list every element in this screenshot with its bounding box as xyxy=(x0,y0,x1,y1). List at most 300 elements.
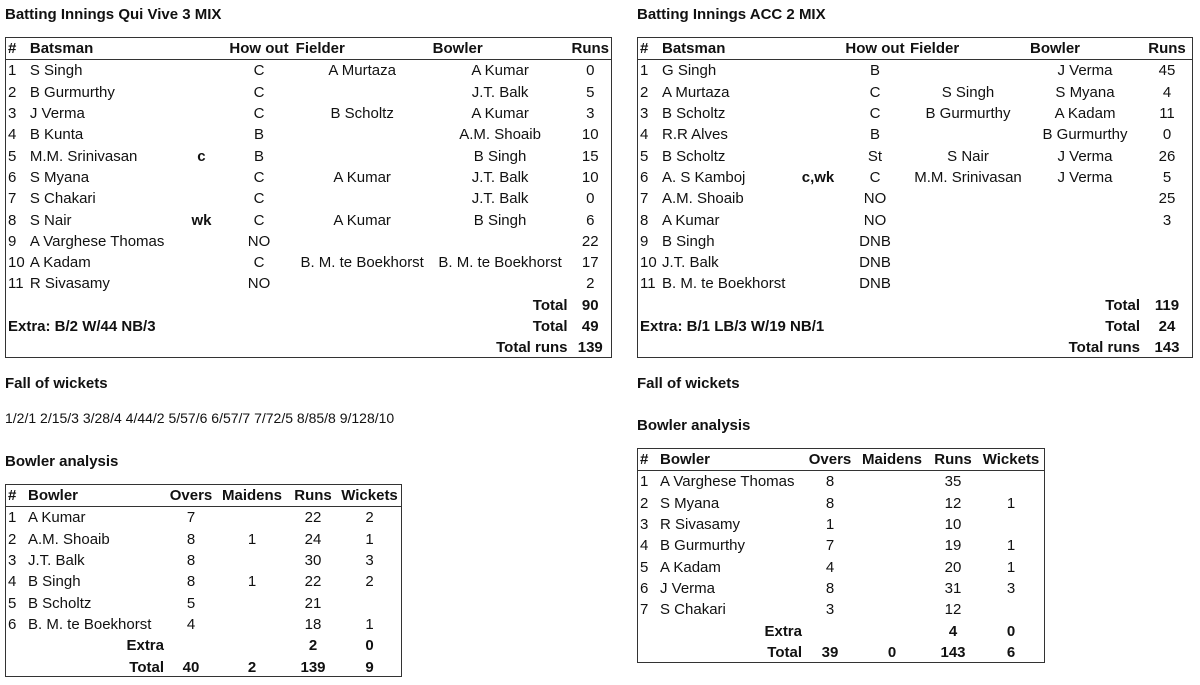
batsman-role xyxy=(179,60,225,82)
extras-label: Extra: B/1 LB/3 W/19 NB/1 xyxy=(640,318,825,335)
bowler-name: J.T. Balk xyxy=(28,552,85,570)
batting-row xyxy=(638,124,1192,145)
runs: 5 xyxy=(1162,168,1172,186)
total-runs-value: 139 xyxy=(577,339,603,357)
wickets: 1 xyxy=(365,615,374,633)
overs: 4 xyxy=(186,615,196,633)
extras-label: Extra: B/2 W/44 NB/3 xyxy=(8,318,156,335)
batsman-number: 6 xyxy=(640,168,649,186)
batsman-name: A.M. Shoaib xyxy=(662,190,744,208)
right-bowling-rows xyxy=(638,471,1044,621)
wickets: 2 xyxy=(365,509,374,527)
batsman-name: R Sivasamy xyxy=(29,275,110,293)
batsman-role xyxy=(179,231,225,252)
batting-row xyxy=(638,188,1192,209)
bowling-extra-label: Extra xyxy=(764,622,802,640)
batting-total-value: 119 xyxy=(1154,296,1180,314)
batsman-role xyxy=(179,188,225,209)
batting-row xyxy=(6,167,611,188)
batting-header-row xyxy=(6,38,611,60)
col-header-runs: Runs xyxy=(1142,38,1192,60)
batting-row xyxy=(638,273,1192,294)
col-header-how-out: How out xyxy=(224,38,293,60)
bowl-col-bowler: Bowler xyxy=(26,485,166,507)
wickets xyxy=(978,471,1044,493)
how-out: C xyxy=(253,83,265,101)
batsman-role xyxy=(794,273,842,294)
total-runs-label: Total runs xyxy=(496,339,568,357)
fielder xyxy=(908,252,1028,273)
bowler-name: A Varghese Thomas xyxy=(660,473,795,491)
fielder: S Nair xyxy=(947,147,989,165)
runs: 2 xyxy=(586,275,595,293)
runs xyxy=(1142,273,1192,294)
fielder xyxy=(908,231,1028,252)
batsman-role: c xyxy=(197,147,206,165)
batsman-number: 6 xyxy=(8,168,17,186)
right-bowling-table xyxy=(638,449,1044,663)
col-header-how-out: How out xyxy=(842,38,908,60)
bowling-total-maidens: 0 xyxy=(887,643,897,661)
batsman-number: 7 xyxy=(8,190,17,208)
batsman-role xyxy=(179,103,225,124)
fielder xyxy=(294,124,431,145)
bowler-number: 2 xyxy=(640,494,649,512)
batsman-role xyxy=(179,124,225,145)
bowling-header-row xyxy=(638,449,1044,471)
bowl-col-runs: Runs xyxy=(288,485,338,507)
fielder: A Kumar xyxy=(333,168,391,186)
bowl-col-overs: Overs xyxy=(804,449,856,471)
bowler xyxy=(431,231,570,252)
how-out: B xyxy=(869,126,880,144)
bowler xyxy=(1028,209,1142,230)
bowling-row xyxy=(638,535,1044,556)
batsman-name: B Scholtz xyxy=(662,105,726,123)
left-bowling-title: Bowler analysis xyxy=(5,453,119,470)
bowling-row xyxy=(638,514,1044,535)
left-batting-title: Batting Innings Qui Vive 3 MIX xyxy=(5,6,222,23)
batsman-name: S Singh xyxy=(29,62,83,80)
bowler-runs: 22 xyxy=(304,509,322,527)
bowler-name: A Kadam xyxy=(660,558,721,576)
fielder xyxy=(908,188,1028,209)
total-runs-row xyxy=(638,337,1192,358)
maidens xyxy=(856,599,928,620)
batsman-name: S Nair xyxy=(29,211,72,229)
bowl-col-overs: Overs xyxy=(166,485,216,507)
left-bowling-table xyxy=(6,485,401,678)
how-out: C xyxy=(869,168,881,186)
runs: 25 xyxy=(1158,190,1176,208)
bowling-extra-row xyxy=(638,620,1044,641)
bowler: A Kumar xyxy=(471,105,529,123)
batsman-role xyxy=(794,60,842,82)
bowler: A.M. Shoaib xyxy=(459,126,541,144)
left-fall-of-wickets: 1/2/1 2/15/3 3/28/4 4/44/2 5/57/6 6/57/7 7/72/5 8/85/8 9/128/10 xyxy=(5,410,395,426)
runs: 5 xyxy=(586,83,595,101)
batsman-name: J Verma xyxy=(29,105,85,123)
bowler xyxy=(431,273,570,294)
maidens xyxy=(856,556,928,577)
bowling-row xyxy=(6,507,401,529)
runs: 10 xyxy=(581,168,599,186)
wickets: 1 xyxy=(1006,558,1016,576)
how-out: C xyxy=(253,168,265,186)
how-out: NO xyxy=(863,211,887,229)
total-runs-value: 143 xyxy=(1154,339,1180,357)
wickets xyxy=(978,514,1044,535)
fielder: B Gurmurthy xyxy=(925,105,1011,123)
batting-row xyxy=(6,252,611,273)
overs: 8 xyxy=(186,573,196,591)
batsman-role xyxy=(179,167,225,188)
runs: 15 xyxy=(581,147,599,165)
how-out: St xyxy=(867,147,883,165)
left-bowling-analysis xyxy=(5,484,402,677)
col-header-runs: Runs xyxy=(570,38,612,60)
how-out: DNB xyxy=(859,254,891,272)
wickets: 1 xyxy=(1006,494,1016,512)
bowling-extra-wickets: 0 xyxy=(1006,622,1016,640)
wickets xyxy=(978,599,1044,620)
batsman-role xyxy=(179,252,225,273)
batting-row xyxy=(6,273,611,294)
batting-row xyxy=(6,231,611,252)
wickets: 1 xyxy=(1006,537,1016,555)
batsman-role xyxy=(179,82,225,103)
right-fow-title: Fall of wickets xyxy=(637,375,740,392)
maidens xyxy=(856,471,928,493)
batsman-name: S Myana xyxy=(29,168,90,186)
batsman-name: A. S Kamboj xyxy=(662,168,746,186)
how-out: C xyxy=(253,190,265,208)
wickets: 3 xyxy=(365,552,374,570)
bowler-runs: 24 xyxy=(304,530,322,548)
runs: 45 xyxy=(1158,62,1176,80)
how-out: NO xyxy=(247,275,271,293)
overs: 7 xyxy=(186,509,196,527)
bowler-name: S Myana xyxy=(660,494,720,512)
bowler: B Singh xyxy=(473,211,527,229)
fielder xyxy=(294,188,431,209)
batsman-number: 10 xyxy=(640,254,657,272)
bowling-extra-row xyxy=(6,635,401,656)
left-batting-table xyxy=(6,38,611,358)
extras-row xyxy=(6,316,611,337)
bowler xyxy=(1028,188,1142,209)
batsman-number: 10 xyxy=(8,254,25,272)
batting-total-label: Total xyxy=(1105,296,1140,314)
runs: 3 xyxy=(586,105,595,123)
overs: 5 xyxy=(186,594,196,612)
fielder xyxy=(294,145,431,166)
bowler xyxy=(1028,252,1142,273)
batting-row xyxy=(638,82,1192,103)
batsman-number: 8 xyxy=(640,211,649,229)
maidens xyxy=(856,493,928,514)
bowler: B. M. te Boekhorst xyxy=(438,254,562,272)
wickets xyxy=(338,592,401,613)
batsman-number: 7 xyxy=(640,190,649,208)
fielder xyxy=(908,273,1028,294)
bowling-extra-runs: 4 xyxy=(948,622,958,640)
runs: 0 xyxy=(586,190,595,208)
how-out: NO xyxy=(247,232,271,250)
bowling-total-label: Total xyxy=(767,643,802,661)
bowler-number: 4 xyxy=(640,537,649,555)
bowler-runs: 12 xyxy=(944,601,962,619)
maidens xyxy=(856,578,928,599)
bowler-name: B Scholtz xyxy=(28,594,92,612)
batsman-name: A Kumar xyxy=(662,211,720,229)
fielder: B. M. te Boekhorst xyxy=(300,254,424,272)
runs: 22 xyxy=(581,232,599,250)
extras-total-label: Total xyxy=(532,318,568,335)
batsman-role xyxy=(794,103,842,124)
bowler-runs: 21 xyxy=(304,594,322,612)
fielder: A Murtaza xyxy=(328,62,396,80)
batsman-number: 5 xyxy=(8,147,17,165)
how-out: DNB xyxy=(859,275,891,293)
bowler-runs: 10 xyxy=(944,516,962,534)
runs: 6 xyxy=(586,211,595,229)
bowling-row xyxy=(638,493,1044,514)
bowling-extra-wickets: 0 xyxy=(365,637,374,655)
how-out: NO xyxy=(863,190,887,208)
batsman-name: A Murtaza xyxy=(662,83,730,101)
how-out: C xyxy=(253,254,265,272)
batsman-name: B Gurmurthy xyxy=(29,83,115,101)
bowler xyxy=(1028,231,1142,252)
batsman-name: B Scholtz xyxy=(662,147,726,165)
how-out: C xyxy=(869,105,881,123)
batting-row xyxy=(6,60,611,82)
batsman-role xyxy=(794,82,842,103)
extras-total-value: 24 xyxy=(1158,318,1176,335)
batting-row xyxy=(638,167,1192,188)
overs: 3 xyxy=(825,601,835,619)
bowler-name: B. M. te Boekhorst xyxy=(28,615,152,633)
fielder xyxy=(908,124,1028,145)
bowler: J Verma xyxy=(1057,168,1113,186)
bowling-total-row xyxy=(638,642,1044,663)
how-out: B xyxy=(253,126,264,144)
bowler-runs: 12 xyxy=(944,494,962,512)
bowler-number: 6 xyxy=(640,579,649,597)
overs: 8 xyxy=(825,473,835,491)
batsman-number: 11 xyxy=(8,275,24,293)
left-batting-rows xyxy=(6,60,611,295)
runs: 26 xyxy=(1158,147,1176,165)
fielder: S Singh xyxy=(941,83,995,101)
extras-total-value: 49 xyxy=(581,318,599,335)
bowler-runs: 31 xyxy=(944,579,962,597)
batsman-role xyxy=(794,145,842,166)
fielder: A Kumar xyxy=(333,211,391,229)
batting-total-value: 90 xyxy=(581,296,599,314)
col-header-fielder: Fielder xyxy=(908,38,1028,60)
extras-total-label: Total xyxy=(1105,318,1140,335)
batsman-name: R.R Alves xyxy=(662,126,728,144)
bowler-name: A.M. Shoaib xyxy=(28,530,110,548)
bowling-row xyxy=(6,571,401,592)
col-header-number: # xyxy=(6,38,28,60)
bowler-runs: 18 xyxy=(304,615,322,633)
batting-total-row xyxy=(638,295,1192,316)
batsman-name: B Singh xyxy=(662,232,715,250)
overs: 7 xyxy=(825,537,835,555)
runs: 0 xyxy=(1162,126,1172,144)
bowling-extra-runs: 2 xyxy=(308,637,318,655)
batsman-role xyxy=(794,209,842,230)
runs xyxy=(1142,231,1192,252)
bowling-row xyxy=(638,578,1044,599)
bowl-col-wickets: Wickets xyxy=(978,449,1044,471)
bowling-total-overs: 39 xyxy=(821,643,839,661)
runs: 3 xyxy=(1162,211,1172,229)
bowling-header-row xyxy=(6,485,401,507)
batsman-number: 1 xyxy=(8,62,17,80)
batting-row xyxy=(638,60,1192,82)
bowler-name: J Verma xyxy=(660,579,716,597)
bowling-total-label: Total xyxy=(129,658,164,676)
bowling-total-runs: 139 xyxy=(300,658,326,676)
runs: 4 xyxy=(1162,83,1172,101)
runs: 10 xyxy=(581,126,599,144)
batsman-name: B. M. te Boekhorst xyxy=(662,275,786,293)
bowl-col-bowler: Bowler xyxy=(658,449,804,471)
bowling-row xyxy=(638,599,1044,620)
how-out: C xyxy=(253,62,265,80)
batting-row xyxy=(6,145,611,166)
fielder xyxy=(294,82,431,103)
bowler-name: S Chakari xyxy=(660,601,726,619)
bowler-runs: 30 xyxy=(304,552,322,570)
batsman-name: A Kadam xyxy=(29,254,91,272)
batting-row xyxy=(6,103,611,124)
bowling-row xyxy=(638,556,1044,577)
col-header-batsman: Batsman xyxy=(660,38,794,60)
runs: 11 xyxy=(1159,105,1175,123)
wickets: 1 xyxy=(365,530,374,548)
right-batting-scorecard xyxy=(637,37,1193,358)
bowler-name: A Kumar xyxy=(28,509,86,527)
batting-row xyxy=(6,82,611,103)
bowler-runs: 22 xyxy=(304,573,322,591)
right-batting-title: Batting Innings ACC 2 MIX xyxy=(637,6,826,23)
batsman-number: 4 xyxy=(8,126,17,144)
right-batting-table xyxy=(638,38,1192,358)
bowl-col-number: # xyxy=(6,485,26,507)
batsman-role xyxy=(794,188,842,209)
overs: 8 xyxy=(825,579,835,597)
overs: 8 xyxy=(825,494,835,512)
bowl-col-wickets: Wickets xyxy=(338,485,401,507)
wickets: 3 xyxy=(1006,579,1016,597)
bowling-row xyxy=(6,529,401,550)
bowler-name: B Singh xyxy=(28,573,81,591)
batsman-role: wk xyxy=(191,211,212,229)
col-header-batsman: Batsman xyxy=(28,38,179,60)
how-out: C xyxy=(253,105,265,123)
left-fow-title: Fall of wickets xyxy=(5,375,108,392)
bowler-number: 6 xyxy=(8,615,17,633)
batsman-name: G Singh xyxy=(662,62,717,80)
batsman-role xyxy=(794,124,842,145)
bowler-number: 5 xyxy=(640,558,649,576)
how-out: B xyxy=(253,147,264,165)
maidens: 1 xyxy=(247,530,257,548)
bowler-number: 3 xyxy=(640,516,649,534)
bowler: A Kadam xyxy=(1054,105,1116,123)
bowler: B Singh xyxy=(473,147,527,165)
maidens xyxy=(216,592,288,613)
batting-total-label: Total xyxy=(532,296,568,314)
fielder xyxy=(908,209,1028,230)
right-bowling-analysis xyxy=(637,448,1045,663)
how-out: C xyxy=(869,83,881,101)
bowler: B Gurmurthy xyxy=(1042,126,1128,144)
bowler-number: 2 xyxy=(8,530,17,548)
batsman-name: J.T. Balk xyxy=(662,254,719,272)
batting-row xyxy=(638,145,1192,166)
bowl-col-runs: Runs xyxy=(928,449,978,471)
batsman-number: 11 xyxy=(640,275,656,293)
batsman-number: 8 xyxy=(8,211,17,229)
batsman-number: 5 xyxy=(640,147,649,165)
fielder: B Scholtz xyxy=(330,105,394,123)
runs: 17 xyxy=(581,254,599,272)
bowler: J Verma xyxy=(1057,62,1113,80)
right-bowling-title: Bowler analysis xyxy=(637,417,751,434)
batsman-name: S Chakari xyxy=(29,190,96,208)
bowler-runs: 20 xyxy=(944,558,962,576)
bowling-row xyxy=(6,592,401,613)
batsman-number: 3 xyxy=(8,105,17,123)
runs xyxy=(1142,252,1192,273)
maidens xyxy=(216,507,288,529)
bowling-total-row xyxy=(6,656,401,677)
batsman-name: B Kunta xyxy=(29,126,84,144)
bowl-col-maidens: Maidens xyxy=(216,485,288,507)
bowler: A Kumar xyxy=(471,62,529,80)
bowler-number: 5 xyxy=(8,594,17,612)
bowling-total-wickets: 9 xyxy=(365,658,374,676)
how-out: B xyxy=(869,62,880,80)
batting-row xyxy=(6,124,611,145)
left-bowling-rows xyxy=(6,507,401,635)
bowler-runs: 35 xyxy=(944,473,962,491)
maidens xyxy=(216,614,288,635)
batsman-number: 4 xyxy=(640,126,649,144)
batting-header-row xyxy=(638,38,1192,60)
fielder xyxy=(908,60,1028,82)
bowling-total-wickets: 6 xyxy=(1006,643,1016,661)
fielder xyxy=(294,273,431,294)
bowl-col-maidens: Maidens xyxy=(856,449,928,471)
batsman-role xyxy=(794,252,842,273)
batting-row xyxy=(638,209,1192,230)
bowler: S Myana xyxy=(1055,83,1115,101)
how-out: C xyxy=(253,211,265,229)
overs: 8 xyxy=(186,530,196,548)
right-batting-rows xyxy=(638,60,1192,295)
left-batting-scorecard xyxy=(5,37,612,358)
bowler-number: 1 xyxy=(640,473,649,491)
total-runs-label: Total runs xyxy=(1068,339,1140,357)
fielder xyxy=(294,231,431,252)
